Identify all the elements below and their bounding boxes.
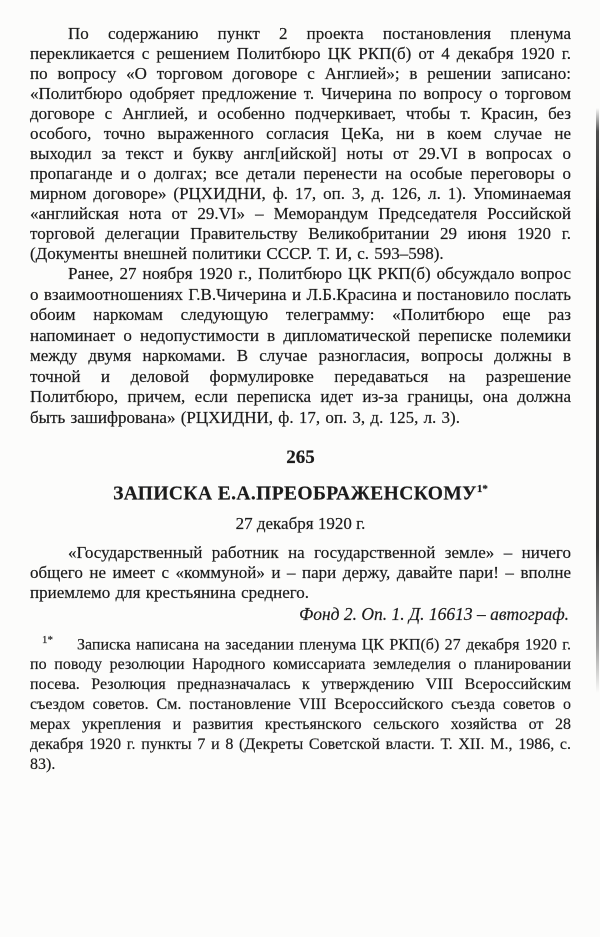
footnote-text: Записка написана на заседании пленума ЦК РКП(б) 27 декабря 1920 г. по поводу резолюции Народного комиссариата земледелия о планировании посева. Резолюция предназначалась к утверждению VIII Всероссийским съездом советов. См. постановление VIII Всероссийского съезда советов о мерах укрепления и развития крестьянского сельского хозяйства от 28 декабря 1920 г. пункты 7 и 8 (Декреты Советской власти. Т. XII. М., 1986, с. 83). <box>30 635 571 773</box>
footnote-marker: 1* <box>42 633 53 646</box>
document-body-text: «Государственный работник на государственной земле» – ничего общего не имеет с «коммуной» и – пари держу, давайте пари! – вполне приемлемо для крестьянина среднего. <box>30 542 571 602</box>
archive-source-line: Фонд 2. Оп. 1. Д. 16613 – автограф. <box>299 603 569 624</box>
scan-edge-artifact-line <box>596 108 599 693</box>
title-footnote-marker: 1* <box>476 483 488 495</box>
document-title <box>30 477 571 507</box>
commentary-paragraph-2: Ранее, 27 ноября 1920 г., Политбюро ЦК РКП(б) обсуждало вопрос о взаимоотношениях Г.В.Чичерина и Л.Б.Красина и постановило послать обоим наркомам следующую телеграмму: «Политбюро еще раз напоминает о недопустимости в дипломатической переписке полемики между двумя наркомами. В случае разногласия, вопросы должны в точной и деловой формулировке передаваться на разрешение Политбюро, причем, если переписка идет из-за границы, она должна быть зашифрована» (РЦХИДНИ, ф. 17, оп. 3, д. 125, л. 3). <box>30 264 571 427</box>
document-date: 27 декабря 1920 г. <box>235 513 366 533</box>
footnote-block <box>30 630 571 775</box>
commentary-paragraph-1: По содержанию пункт 2 проекта постановления пленума перекликается с решением Политбюро ЦК РКП(б) от 4 декабря 1920 г. по вопросу «О торговом договоре с Англией»; в решении записано: «Политбюро одобряет предложение т. Чичерина по вопросу о торговом договоре с Англией, и особенно подчеркивает, чтобы т. Красин, без особого, точно выраженного согласия ЦеКа, ни в коем случае не выходил за текст и букву англ[ийской] ноты от 29.VI в вопросах о пропаганде и о долгах; все детали перенести на особые переговоры о мирном договоре» (РЦХИДНИ, ф. 17, оп. 3, д. 126, л. 1). Упоминаемая «английская нота от 29.VI» – Меморандум Председателя Российской торговой делегации Правительству Великобритании 29 июня 1920 г. (Документы внешней политики СССР. Т. И, с. 593–598). <box>30 24 571 263</box>
document-title-text: ЗАПИСКА Е.А.ПРЕОБРАЖЕНСКОМУ <box>113 483 477 505</box>
document-number: 265 <box>286 447 315 468</box>
